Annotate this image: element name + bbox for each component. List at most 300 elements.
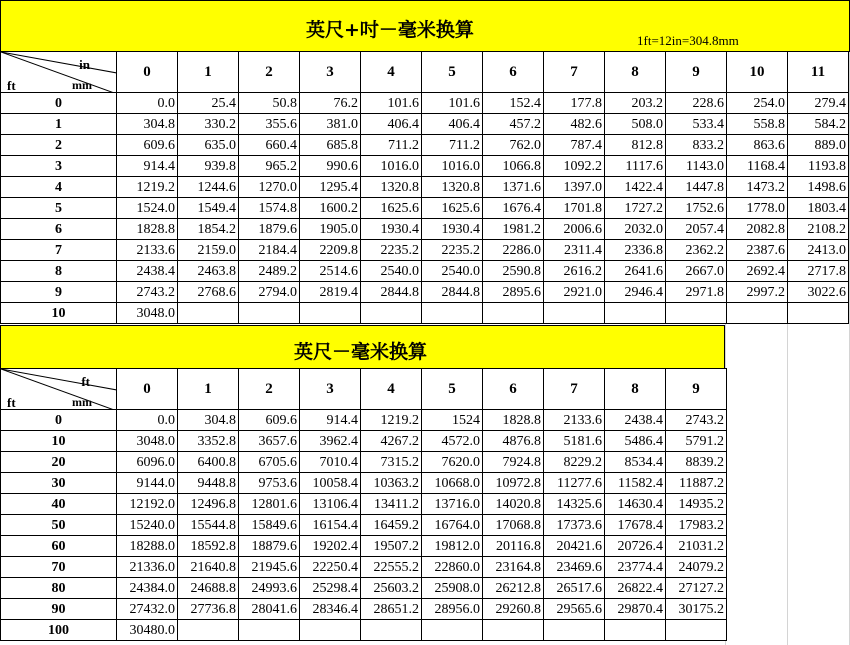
table1-row-header[interactable]: 5 (1, 198, 117, 219)
table-cell[interactable]: 609.6 (117, 135, 178, 156)
table1-row-header[interactable]: 8 (1, 261, 117, 282)
table-cell[interactable]: 711.2 (361, 135, 422, 156)
table-row (1, 452, 727, 473)
table-cell[interactable]: 2768.6 (178, 282, 239, 303)
table2-title-bar[interactable] (0, 325, 725, 369)
table-cell[interactable]: 14020.8 (483, 494, 544, 515)
table-cell[interactable]: 1625.6 (361, 198, 422, 219)
table2-corner-cell[interactable] (1, 369, 117, 410)
table-cell[interactable]: 1117.6 (605, 156, 666, 177)
table-cell[interactable]: 1193.8 (788, 156, 849, 177)
table-cell[interactable] (361, 620, 422, 641)
table-cell[interactable]: 406.4 (361, 114, 422, 135)
table-cell[interactable]: 406.4 (422, 114, 483, 135)
table-cell[interactable]: 9144.0 (117, 473, 178, 494)
table-cell[interactable]: 8534.4 (605, 452, 666, 473)
table-cell[interactable]: 4267.2 (361, 431, 422, 452)
table-cell[interactable]: 19812.0 (422, 536, 483, 557)
table-cell[interactable]: 2235.2 (361, 240, 422, 261)
table-cell[interactable]: 2946.4 (605, 282, 666, 303)
table-cell[interactable]: 20726.4 (605, 536, 666, 557)
table-cell[interactable]: 2082.8 (727, 219, 788, 240)
table-cell[interactable]: 12192.0 (117, 494, 178, 515)
table-cell[interactable]: 1727.2 (605, 198, 666, 219)
table-cell[interactable]: 254.0 (727, 93, 788, 114)
table2-column-header[interactable]: 8 (605, 369, 666, 410)
table-cell[interactable]: 7620.0 (422, 452, 483, 473)
table2-row-header[interactable]: 20 (1, 452, 117, 473)
table-cell[interactable]: 26517.6 (544, 578, 605, 599)
table-cell[interactable]: 28346.4 (300, 599, 361, 620)
table1-title-bar[interactable] (0, 0, 850, 52)
table1-column-header[interactable]: 7 (544, 52, 605, 93)
table2-column-header[interactable]: 0 (117, 369, 178, 410)
table-cell[interactable]: 1371.6 (483, 177, 544, 198)
table2-column-header[interactable]: 4 (361, 369, 422, 410)
table-cell[interactable] (544, 620, 605, 641)
table-cell[interactable]: 1803.4 (788, 198, 849, 219)
table-cell[interactable]: 2387.6 (727, 240, 788, 261)
table-cell[interactable]: 11277.6 (544, 473, 605, 494)
table-cell[interactable]: 1219.2 (117, 177, 178, 198)
table-cell[interactable]: 355.6 (239, 114, 300, 135)
table-cell[interactable] (300, 303, 361, 324)
table-cell[interactable]: 24079.2 (666, 557, 727, 578)
table-cell[interactable]: 13716.0 (422, 494, 483, 515)
table-cell[interactable]: 1397.0 (544, 177, 605, 198)
table-cell[interactable]: 762.0 (483, 135, 544, 156)
inch-foot-mm-table (0, 51, 849, 324)
table-cell[interactable]: 2844.8 (361, 282, 422, 303)
table-cell[interactable]: 28651.2 (361, 599, 422, 620)
table1-column-header[interactable]: 9 (666, 52, 727, 93)
table-cell[interactable]: 10668.0 (422, 473, 483, 494)
table-cell[interactable]: 28041.6 (239, 599, 300, 620)
table-row (1, 431, 727, 452)
table-cell[interactable] (483, 620, 544, 641)
table-cell[interactable]: 24993.6 (239, 578, 300, 599)
table1-column-header[interactable]: 6 (483, 52, 544, 93)
table-cell[interactable]: 2286.0 (483, 240, 544, 261)
table-cell[interactable]: 5486.4 (605, 431, 666, 452)
table-cell[interactable]: 2921.0 (544, 282, 605, 303)
table-cell[interactable]: 2184.4 (239, 240, 300, 261)
table2-column-header[interactable]: 1 (178, 369, 239, 410)
table2-row-header[interactable]: 100 (1, 620, 117, 641)
table-cell[interactable]: 10363.2 (361, 473, 422, 494)
table-cell[interactable]: 25298.4 (300, 578, 361, 599)
table-cell[interactable]: 2743.2 (117, 282, 178, 303)
table1-column-header[interactable]: 0 (117, 52, 178, 93)
table1-column-header[interactable]: 5 (422, 52, 483, 93)
table-cell[interactable]: 10058.4 (300, 473, 361, 494)
table-cell[interactable]: 1828.8 (483, 410, 544, 431)
table-cell[interactable]: 29260.8 (483, 599, 544, 620)
table2-row-header[interactable]: 50 (1, 515, 117, 536)
table-cell[interactable]: 1219.2 (361, 410, 422, 431)
table-cell[interactable]: 11582.4 (605, 473, 666, 494)
table-cell[interactable]: 18288.0 (117, 536, 178, 557)
table-cell[interactable]: 24688.8 (178, 578, 239, 599)
table-cell[interactable] (666, 303, 727, 324)
table-cell[interactable]: 8229.2 (544, 452, 605, 473)
table-cell[interactable]: 21640.8 (178, 557, 239, 578)
table1-row-header[interactable]: 3 (1, 156, 117, 177)
table1-column-header[interactable]: 8 (605, 52, 666, 93)
table1-row-header[interactable]: 9 (1, 282, 117, 303)
table-cell[interactable]: 914.4 (300, 410, 361, 431)
table-cell[interactable]: 1016.0 (361, 156, 422, 177)
table1-row-header[interactable]: 7 (1, 240, 117, 261)
table2-row-header[interactable]: 70 (1, 557, 117, 578)
table-cell[interactable]: 2819.4 (300, 282, 361, 303)
table1-column-header[interactable]: 1 (178, 52, 239, 93)
table-cell[interactable]: 7924.8 (483, 452, 544, 473)
table-cell[interactable]: 939.8 (178, 156, 239, 177)
table-cell[interactable]: 584.2 (788, 114, 849, 135)
table-cell[interactable]: 1498.6 (788, 177, 849, 198)
table-cell[interactable]: 833.2 (666, 135, 727, 156)
table2-row-header[interactable]: 0 (1, 410, 117, 431)
table1-row-header[interactable]: 6 (1, 219, 117, 240)
table-cell[interactable]: 1905.0 (300, 219, 361, 240)
table-cell[interactable]: 9448.8 (178, 473, 239, 494)
table2-column-header[interactable]: 5 (422, 369, 483, 410)
table-cell[interactable]: 28956.0 (422, 599, 483, 620)
table-cell[interactable]: 27432.0 (117, 599, 178, 620)
table-cell[interactable]: 1320.8 (422, 177, 483, 198)
table-cell[interactable]: 2794.0 (239, 282, 300, 303)
table-cell[interactable]: 279.4 (788, 93, 849, 114)
table-cell[interactable]: 13411.2 (361, 494, 422, 515)
table-cell[interactable]: 0.0 (117, 93, 178, 114)
table-cell[interactable]: 1549.4 (178, 198, 239, 219)
table-cell[interactable]: 23164.8 (483, 557, 544, 578)
table-row (1, 219, 849, 240)
table-cell[interactable]: 457.2 (483, 114, 544, 135)
table-cell[interactable]: 17373.6 (544, 515, 605, 536)
table-cell[interactable]: 20116.8 (483, 536, 544, 557)
table1-column-header[interactable]: 2 (239, 52, 300, 93)
table-cell[interactable]: 1778.0 (727, 198, 788, 219)
table-cell[interactable]: 1143.0 (666, 156, 727, 177)
table-cell[interactable]: 30480.0 (117, 620, 178, 641)
table-cell[interactable]: 5181.6 (544, 431, 605, 452)
table-cell[interactable]: 482.6 (544, 114, 605, 135)
table-cell[interactable]: 23469.6 (544, 557, 605, 578)
table1-row-header[interactable]: 2 (1, 135, 117, 156)
table2-column-header[interactable]: 9 (666, 369, 727, 410)
table-cell[interactable]: 2362.2 (666, 240, 727, 261)
table-row (1, 240, 849, 261)
table-cell[interactable]: 17983.2 (666, 515, 727, 536)
table2-corner-top-label: ft (81, 374, 90, 389)
table-cell[interactable]: 19507.2 (361, 536, 422, 557)
table-cell[interactable]: 1447.8 (666, 177, 727, 198)
table-cell[interactable] (422, 303, 483, 324)
table-cell[interactable]: 2641.6 (605, 261, 666, 282)
table-cell[interactable]: 22555.2 (361, 557, 422, 578)
table-cell[interactable]: 177.8 (544, 93, 605, 114)
table-cell[interactable]: 1930.4 (361, 219, 422, 240)
table-cell[interactable]: 304.8 (178, 410, 239, 431)
table-cell[interactable]: 2540.0 (422, 261, 483, 282)
table-cell[interactable]: 685.8 (300, 135, 361, 156)
table-cell[interactable]: 228.6 (666, 93, 727, 114)
table-cell[interactable] (788, 303, 849, 324)
table-cell[interactable]: 1981.2 (483, 219, 544, 240)
table-cell[interactable]: 25.4 (178, 93, 239, 114)
table-cell[interactable]: 14935.2 (666, 494, 727, 515)
table-cell[interactable]: 2667.0 (666, 261, 727, 282)
table1-row-header[interactable]: 4 (1, 177, 117, 198)
table2-column-header[interactable]: 3 (300, 369, 361, 410)
table2-column-header[interactable]: 6 (483, 369, 544, 410)
table1-column-header[interactable]: 3 (300, 52, 361, 93)
table-cell[interactable]: 1244.6 (178, 177, 239, 198)
table-cell[interactable]: 25908.0 (422, 578, 483, 599)
table-cell[interactable] (605, 303, 666, 324)
table-cell[interactable]: 30175.2 (666, 599, 727, 620)
table-cell[interactable]: 6400.8 (178, 452, 239, 473)
table-cell[interactable]: 1752.6 (666, 198, 727, 219)
table-cell[interactable]: 3657.6 (239, 431, 300, 452)
table-cell[interactable]: 27736.8 (178, 599, 239, 620)
table-cell[interactable]: 20421.6 (544, 536, 605, 557)
table-cell[interactable]: 660.4 (239, 135, 300, 156)
table-cell[interactable] (239, 620, 300, 641)
table-cell[interactable]: 1701.8 (544, 198, 605, 219)
table-cell[interactable]: 16459.2 (361, 515, 422, 536)
table-cell[interactable]: 27127.2 (666, 578, 727, 599)
table-cell[interactable]: 4572.0 (422, 431, 483, 452)
table1-title: 英尺+吋－毫米换算 (306, 19, 474, 41)
table-cell[interactable]: 22860.0 (422, 557, 483, 578)
table-cell[interactable]: 2616.2 (544, 261, 605, 282)
table-cell[interactable]: 2997.2 (727, 282, 788, 303)
table-cell[interactable]: 26212.8 (483, 578, 544, 599)
table-cell[interactable] (483, 303, 544, 324)
table-cell[interactable]: 1676.4 (483, 198, 544, 219)
table-cell[interactable]: 2844.8 (422, 282, 483, 303)
table-cell[interactable]: 0.0 (117, 410, 178, 431)
table-cell[interactable]: 7010.4 (300, 452, 361, 473)
table-cell[interactable]: 1320.8 (361, 177, 422, 198)
table-cell[interactable]: 1524.0 (117, 198, 178, 219)
table-cell[interactable] (422, 620, 483, 641)
table1-column-header[interactable]: 4 (361, 52, 422, 93)
table-cell[interactable]: 23774.4 (605, 557, 666, 578)
table-cell[interactable] (544, 303, 605, 324)
table2-row-header[interactable]: 90 (1, 599, 117, 620)
table-cell[interactable]: 2743.2 (666, 410, 727, 431)
table-cell[interactable]: 863.6 (727, 135, 788, 156)
table-cell[interactable]: 2717.8 (788, 261, 849, 282)
table-cell[interactable]: 2971.8 (666, 282, 727, 303)
table-cell[interactable]: 1066.8 (483, 156, 544, 177)
table2-row-header[interactable]: 30 (1, 473, 117, 494)
table1-corner-cell[interactable] (1, 52, 117, 93)
table-cell[interactable]: 1879.6 (239, 219, 300, 240)
table-cell[interactable]: 2032.0 (605, 219, 666, 240)
table-cell[interactable]: 21336.0 (117, 557, 178, 578)
table-cell[interactable]: 4876.8 (483, 431, 544, 452)
table-cell[interactable]: 1828.8 (117, 219, 178, 240)
table-cell[interactable]: 12496.8 (178, 494, 239, 515)
table-cell[interactable]: 2159.0 (178, 240, 239, 261)
table-cell[interactable]: 21031.2 (666, 536, 727, 557)
table-cell[interactable]: 7315.2 (361, 452, 422, 473)
table2-row-header[interactable]: 60 (1, 536, 117, 557)
table-cell[interactable]: 330.2 (178, 114, 239, 135)
table-cell[interactable]: 29870.4 (605, 599, 666, 620)
table-cell[interactable]: 3962.4 (300, 431, 361, 452)
table-cell[interactable] (727, 303, 788, 324)
table-cell[interactable]: 990.6 (300, 156, 361, 177)
table1-column-header[interactable]: 11 (788, 52, 849, 93)
table2-column-header[interactable]: 7 (544, 369, 605, 410)
table-cell[interactable]: 2540.0 (361, 261, 422, 282)
table2-row-header[interactable]: 40 (1, 494, 117, 515)
table-cell[interactable]: 50.8 (239, 93, 300, 114)
table-cell[interactable]: 3048.0 (117, 431, 178, 452)
table-cell[interactable]: 15849.6 (239, 515, 300, 536)
table-cell[interactable]: 6705.6 (239, 452, 300, 473)
table-cell[interactable]: 13106.4 (300, 494, 361, 515)
table-cell[interactable]: 381.0 (300, 114, 361, 135)
table-cell[interactable]: 18879.6 (239, 536, 300, 557)
table-cell[interactable]: 914.4 (117, 156, 178, 177)
table-cell[interactable]: 18592.8 (178, 536, 239, 557)
foot-mm-table (0, 368, 727, 641)
table-cell[interactable]: 2413.0 (788, 240, 849, 261)
table-cell[interactable]: 29565.6 (544, 599, 605, 620)
table2-row-header[interactable]: 10 (1, 431, 117, 452)
table-cell[interactable]: 533.4 (666, 114, 727, 135)
table-cell[interactable]: 2590.8 (483, 261, 544, 282)
table-cell[interactable] (605, 620, 666, 641)
table-cell[interactable]: 1295.4 (300, 177, 361, 198)
table-cell[interactable] (178, 303, 239, 324)
table-cell[interactable]: 24384.0 (117, 578, 178, 599)
table-cell[interactable]: 1422.4 (605, 177, 666, 198)
table1-row-header[interactable]: 0 (1, 93, 117, 114)
table-cell[interactable]: 2438.4 (117, 261, 178, 282)
table-cell[interactable]: 2514.6 (300, 261, 361, 282)
table2-column-header[interactable]: 2 (239, 369, 300, 410)
table-cell[interactable]: 635.0 (178, 135, 239, 156)
table-cell[interactable]: 2057.4 (666, 219, 727, 240)
table-cell[interactable]: 16154.4 (300, 515, 361, 536)
table-cell[interactable]: 2235.2 (422, 240, 483, 261)
table1-corner-mid-label: mm (72, 78, 92, 92)
table-cell[interactable]: 2895.6 (483, 282, 544, 303)
table-cell[interactable]: 19202.4 (300, 536, 361, 557)
table-cell[interactable]: 15544.8 (178, 515, 239, 536)
table-cell[interactable]: 25603.2 (361, 578, 422, 599)
table-cell[interactable]: 304.8 (117, 114, 178, 135)
table-cell[interactable] (666, 620, 727, 641)
table-cell[interactable]: 9753.6 (239, 473, 300, 494)
table-cell[interactable]: 1092.2 (544, 156, 605, 177)
table1-row-header[interactable]: 10 (1, 303, 117, 324)
table-cell[interactable] (178, 620, 239, 641)
table-cell[interactable]: 2108.2 (788, 219, 849, 240)
table1-column-header[interactable]: 10 (727, 52, 788, 93)
table-cell[interactable]: 10972.8 (483, 473, 544, 494)
table-cell[interactable]: 3048.0 (117, 303, 178, 324)
table-cell[interactable]: 1473.2 (727, 177, 788, 198)
table-cell[interactable]: 1524 (422, 410, 483, 431)
table-cell[interactable]: 1168.4 (727, 156, 788, 177)
table-cell[interactable]: 2463.8 (178, 261, 239, 282)
table-cell[interactable]: 6096.0 (117, 452, 178, 473)
table-cell[interactable] (361, 303, 422, 324)
table-cell[interactable]: 2336.8 (605, 240, 666, 261)
table-cell[interactable]: 22250.4 (300, 557, 361, 578)
table-cell[interactable]: 3352.8 (178, 431, 239, 452)
table-cell[interactable]: 16764.0 (422, 515, 483, 536)
table-cell[interactable]: 558.8 (727, 114, 788, 135)
table-cell[interactable]: 2438.4 (605, 410, 666, 431)
table-cell[interactable]: 1270.0 (239, 177, 300, 198)
table-cell[interactable]: 812.8 (605, 135, 666, 156)
table-cell[interactable]: 2133.6 (544, 410, 605, 431)
table-cell[interactable]: 889.0 (788, 135, 849, 156)
table-cell[interactable]: 508.0 (605, 114, 666, 135)
table-cell[interactable]: 11887.2 (666, 473, 727, 494)
table-row (1, 282, 849, 303)
table-cell[interactable]: 101.6 (422, 93, 483, 114)
table-cell[interactable] (239, 303, 300, 324)
table-cell[interactable]: 2209.8 (300, 240, 361, 261)
table-cell[interactable]: 101.6 (361, 93, 422, 114)
table-cell[interactable]: 3022.6 (788, 282, 849, 303)
table1-row-header[interactable]: 1 (1, 114, 117, 135)
table-cell[interactable]: 711.2 (422, 135, 483, 156)
table-cell[interactable]: 1574.8 (239, 198, 300, 219)
table2-row-header[interactable]: 80 (1, 578, 117, 599)
table-cell[interactable]: 14325.6 (544, 494, 605, 515)
table-cell[interactable]: 21945.6 (239, 557, 300, 578)
table-cell[interactable]: 152.4 (483, 93, 544, 114)
table-cell[interactable]: 17068.8 (483, 515, 544, 536)
table-cell[interactable]: 15240.0 (117, 515, 178, 536)
table-cell[interactable]: 1930.4 (422, 219, 483, 240)
table-cell[interactable]: 787.4 (544, 135, 605, 156)
table-cell[interactable]: 1016.0 (422, 156, 483, 177)
table-cell[interactable]: 1600.2 (300, 198, 361, 219)
table-cell[interactable]: 76.2 (300, 93, 361, 114)
table-cell[interactable]: 1854.2 (178, 219, 239, 240)
table-cell[interactable]: 2006.6 (544, 219, 605, 240)
table-cell[interactable] (300, 620, 361, 641)
table-cell[interactable]: 12801.6 (239, 494, 300, 515)
table-cell[interactable]: 26822.4 (605, 578, 666, 599)
table-cell[interactable]: 965.2 (239, 156, 300, 177)
table-cell[interactable]: 2692.4 (727, 261, 788, 282)
table-cell[interactable]: 2133.6 (117, 240, 178, 261)
table-cell[interactable]: 1625.6 (422, 198, 483, 219)
table-cell[interactable]: 2311.4 (544, 240, 605, 261)
table-cell[interactable]: 609.6 (239, 410, 300, 431)
table-cell[interactable]: 8839.2 (666, 452, 727, 473)
table-cell[interactable]: 17678.4 (605, 515, 666, 536)
table-cell[interactable]: 14630.4 (605, 494, 666, 515)
table-cell[interactable]: 5791.2 (666, 431, 727, 452)
table-cell[interactable]: 2489.2 (239, 261, 300, 282)
table-cell[interactable]: 203.2 (605, 93, 666, 114)
